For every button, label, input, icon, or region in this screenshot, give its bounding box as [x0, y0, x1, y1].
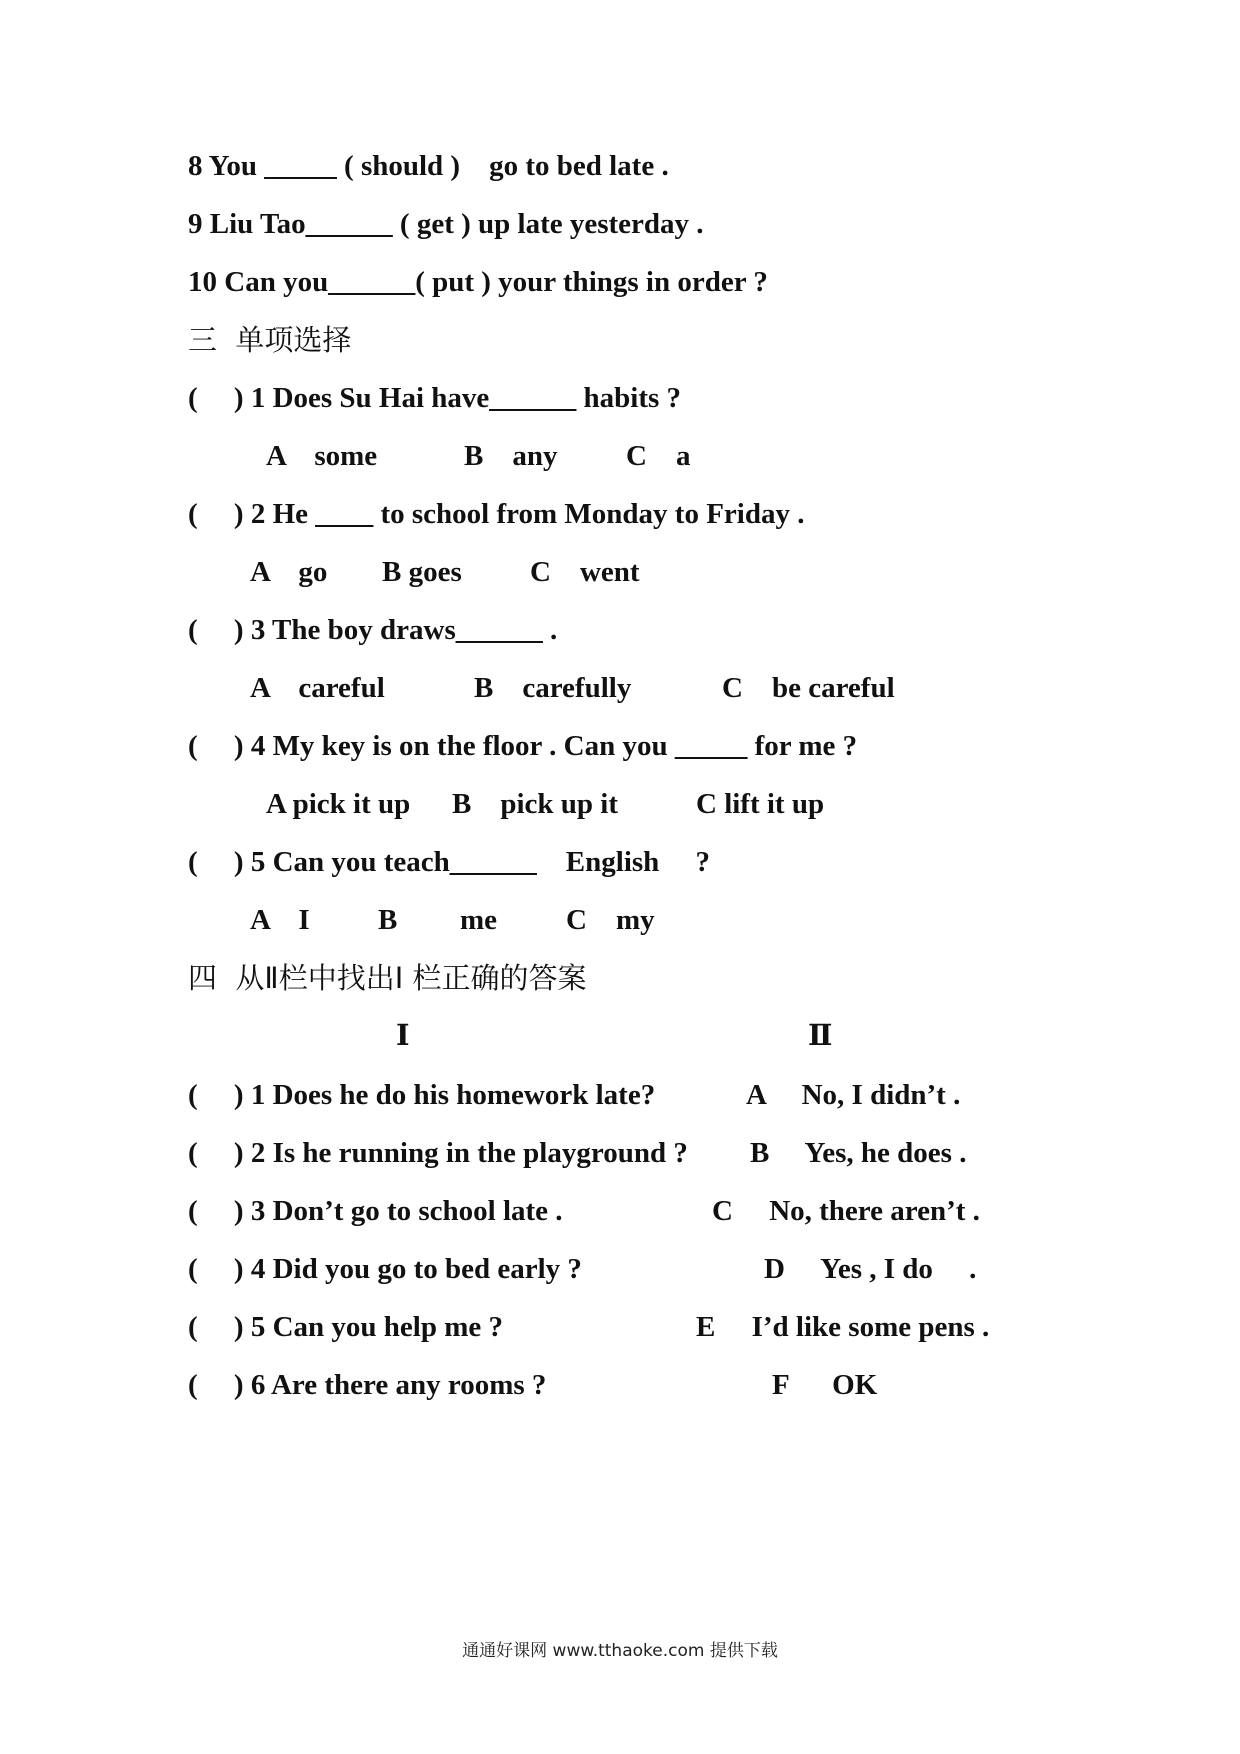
fill-in-9: 9 Liu Tao______ ( get ) up late yesterday . [188, 208, 704, 240]
match-question-4: ( ) 4 Did you go to bed early ? [188, 1253, 582, 1285]
s3-q4-option-a: A pick it up [266, 788, 411, 820]
match-question-2: ( ) 2 Is he running in the playground ? [188, 1137, 688, 1169]
s3-question-3: ( ) 3 The boy draws______ . [188, 614, 558, 646]
match-answer-d: D Yes , I do . [764, 1253, 977, 1285]
page-footer: 通通好课网 www.tthaoke.com 提供下载 [462, 1641, 778, 1661]
match-answer-a: A No, I didn’t . [746, 1079, 961, 1111]
match-answer-f: F OK [772, 1369, 878, 1401]
section4-title: 四 从Ⅱ栏中找出Ⅰ 栏正确的答案 [188, 961, 587, 995]
s3-q2-option-b: B goes [382, 556, 462, 588]
s3-q1-option-b: B any [464, 440, 558, 472]
s3-q2-option-a: A go [250, 556, 328, 588]
s3-q5-option-b: B [378, 904, 398, 936]
match-question-3: ( ) 3 Don’t go to school late . [188, 1195, 563, 1227]
fill-in-10: 10 Can you______( put ) your things in order ? [188, 266, 768, 298]
s3-q5-option-a: A I [250, 904, 310, 936]
s3-q2-option-c: C went [530, 556, 640, 588]
s3-q3-option-c: C be careful [722, 672, 895, 704]
match-answer-b: B Yes, he does . [750, 1137, 967, 1169]
s3-q5-option-c: C my [566, 904, 655, 936]
s3-question-4: ( ) 4 My key is on the floor . Can you _____ for me ? [188, 730, 858, 762]
s3-question-5: ( ) 5 Can you teach______ English ? [188, 846, 711, 878]
s3-question-1: ( ) 1 Does Su Hai have______ habits ? [188, 382, 682, 414]
match-question-1: ( ) 1 Does he do his homework late? [188, 1079, 656, 1111]
s3-q4-option-b: B pick up it [452, 788, 618, 820]
match-question-5: ( ) 5 Can you help me ? [188, 1311, 503, 1343]
match-answer-c: C No, there aren’t . [712, 1195, 980, 1227]
fill-in-8: 8 You _____ ( should ) go to bed late . [188, 150, 669, 182]
s3-q3-option-a: A careful [250, 672, 385, 704]
section3-title: 三 单项选择 [188, 323, 352, 357]
s3-q1-option-a: A some [266, 440, 378, 472]
s3-q4-option-c: C lift it up [696, 788, 825, 820]
match-answer-e: E I’d like some pens . [696, 1311, 990, 1343]
s3-q5-option-b-text: me [460, 904, 498, 936]
column-i-header: Ⅰ [396, 1020, 410, 1052]
s3-q3-option-b: B carefully [474, 672, 632, 704]
match-question-6: ( ) 6 Are there any rooms ? [188, 1369, 547, 1401]
s3-question-2: ( ) 2 He ____ to school from Monday to Friday . [188, 498, 805, 530]
column-ii-header: Ⅱ [808, 1020, 833, 1052]
s3-q1-option-c: C a [626, 440, 691, 472]
